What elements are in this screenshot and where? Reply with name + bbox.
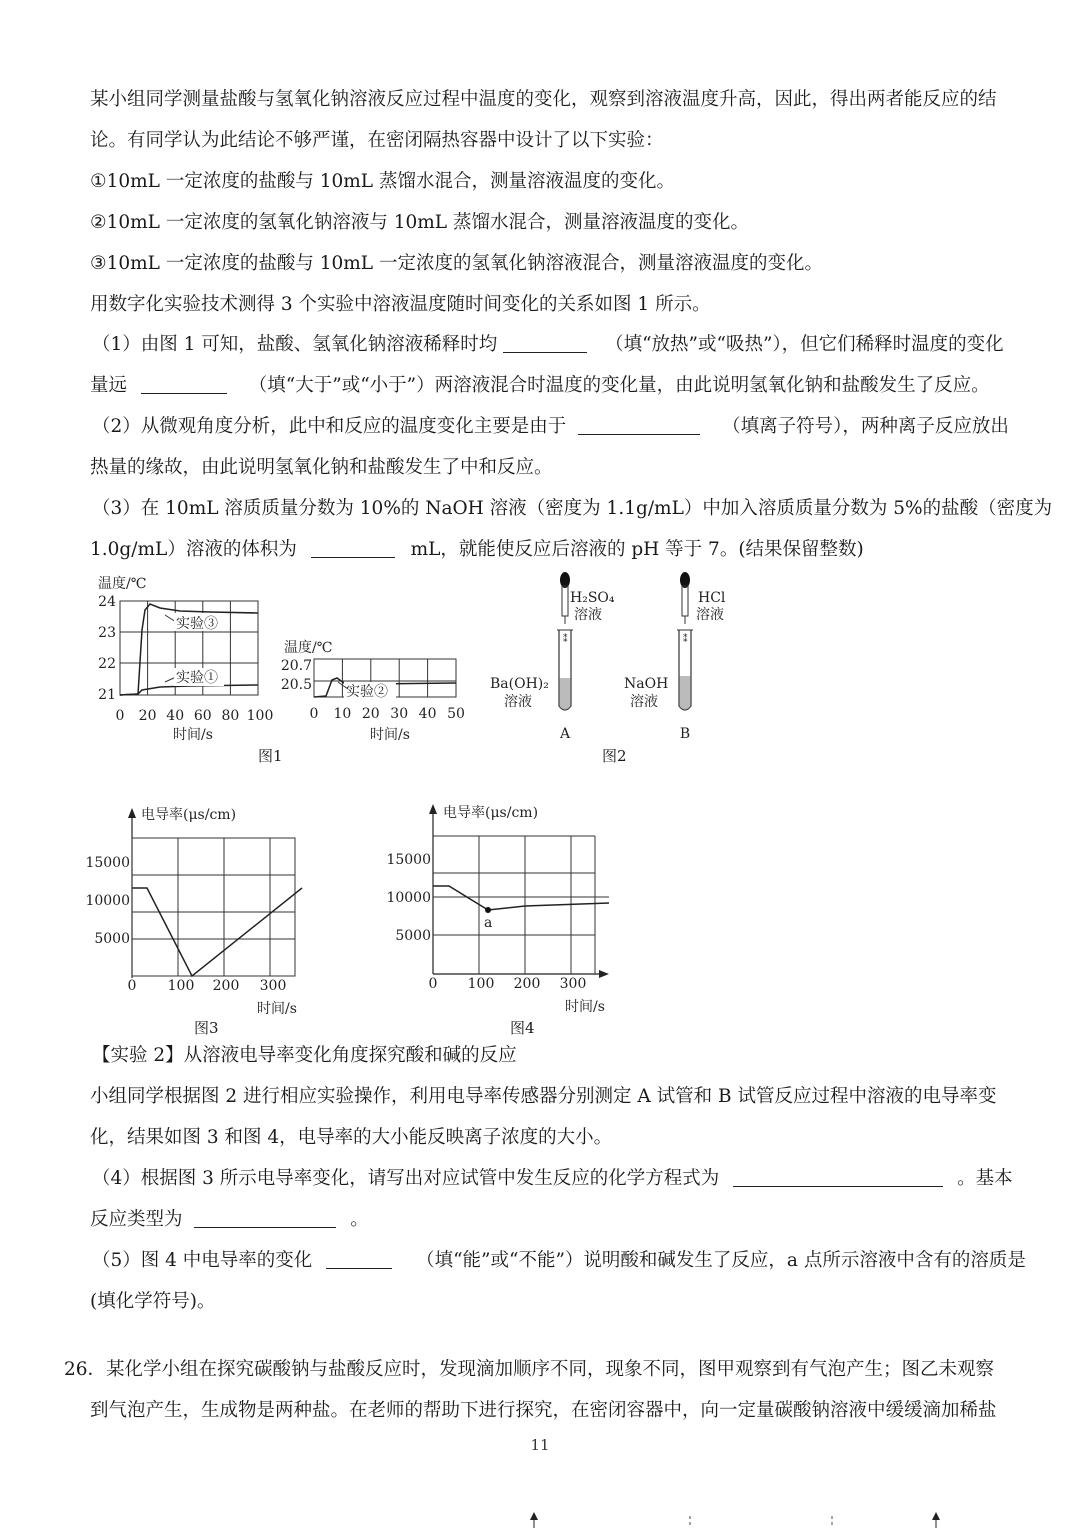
- fig3-xlabel: 时间/s: [257, 1001, 297, 1017]
- svg-text:50: 50: [447, 706, 465, 722]
- svg-text:5000: 5000: [94, 931, 130, 947]
- question-1-line-2: 量远 （填“大于”或“小于”）两溶液混合时温度的变化量，由此说明氢氧化钠和盐酸发生了反应。: [90, 375, 990, 396]
- experiment-2-line-2: 化，结果如图 3 和图 4，电导率的大小能反映离子浓度的大小。: [90, 1127, 613, 1148]
- figure-4-chart: [385, 798, 625, 1018]
- svg-text:5000: 5000: [395, 928, 431, 944]
- fig1-label-exp1: 实验①: [176, 670, 218, 686]
- question-5-line-2: (填化学符号)。: [90, 1291, 216, 1312]
- tube-b-solution: NaOH: [624, 676, 669, 692]
- dropper-a-label: H₂SO₄: [570, 590, 615, 606]
- svg-text:300: 300: [259, 978, 287, 994]
- question-4-line-2: 反应类型为 。: [90, 1209, 369, 1230]
- svg-text:100: 100: [167, 978, 195, 994]
- question-26-line-1: 26．某化学小组在探究碳酸钠与盐酸反应时，发现滴加顺序不同，现象不同，图甲观察到有气泡产生；图乙未观察: [64, 1359, 995, 1380]
- svg-text:22: 22: [98, 656, 116, 672]
- fig3-curve: [132, 888, 302, 976]
- question-3-line-2: 1.0g/mL）溶液的体积为 mL，就能使反应后溶液的 pH 等于 7。(结果保留整数): [90, 539, 864, 560]
- svg-text:10000: 10000: [85, 893, 130, 909]
- svg-text:23: 23: [98, 625, 116, 641]
- fig1-ylabel: 温度/℃: [98, 576, 147, 592]
- svg-text:0: 0: [115, 708, 125, 724]
- figure-2-caption: 图2: [602, 747, 627, 765]
- fig1-right-xlabel: 时间/s: [370, 727, 410, 743]
- answer-blank-7[interactable]: [326, 1250, 392, 1269]
- svg-text:20.7: 20.7: [280, 658, 312, 674]
- question-2-line-2: 热量的缘故，由此说明氢氧化钠和盐酸发生了中和反应。: [90, 457, 553, 478]
- svg-text:200: 200: [513, 976, 541, 992]
- svg-text:100: 100: [467, 976, 495, 992]
- fig4-xlabel: 时间/s: [565, 999, 605, 1015]
- fig4-point-a: [485, 907, 491, 913]
- svg-text:100: 100: [246, 708, 274, 724]
- svg-text:30: 30: [390, 706, 409, 722]
- dropper-a: [560, 572, 570, 624]
- experiment-3: ③10mL 一定浓度的盐酸与 10mL 一定浓度的氢氧化钠溶液混合，测量溶液温度的变化。: [90, 253, 823, 274]
- answer-blank-2[interactable]: [141, 375, 227, 394]
- page-number: 11: [530, 1436, 550, 1454]
- fig1-curve-exp1: [120, 685, 258, 695]
- fig1-xlabel: 时间/s: [173, 727, 213, 743]
- svg-text:200: 200: [212, 978, 240, 994]
- svg-text:20: 20: [361, 706, 380, 722]
- svg-text:20.5: 20.5: [280, 677, 312, 693]
- svg-text:15000: 15000: [85, 855, 130, 871]
- experiment-2-heading: 【实验 2】从溶液电导率变化角度探究酸和碱的反应: [92, 1045, 517, 1066]
- svg-text:⁑: ⁑: [563, 635, 568, 645]
- svg-text:80: 80: [221, 708, 240, 724]
- question-5-line-1: （5）图 4 中电导率的变化 （填“能”或“不能”）说明酸和碱发生了反应，a 点所示溶液中含有的溶质是: [92, 1250, 1026, 1271]
- question-4-line-1: （4）根据图 3 所示电导率变化，请写出对应试管中发生反应的化学方程式为 。基本: [92, 1168, 1013, 1189]
- tube-a-label: A: [559, 726, 571, 742]
- svg-text:10: 10: [333, 706, 352, 722]
- answer-blank-3[interactable]: [578, 416, 700, 435]
- fig4-point-label: a: [484, 915, 493, 931]
- svg-text:40: 40: [418, 706, 437, 722]
- fig1-right-ylabel: 温度/℃: [284, 640, 333, 656]
- tube-a-solution: Ba(OH)₂: [490, 676, 549, 692]
- svg-text:溶液: 溶液: [504, 694, 532, 710]
- experiment-1: ①10mL 一定浓度的盐酸与 10mL 蒸馏水混合，测量溶液温度的变化。: [90, 171, 675, 192]
- answer-blank-1[interactable]: [503, 334, 587, 353]
- answer-blank-5[interactable]: [733, 1168, 943, 1187]
- dropper-b: [680, 572, 690, 624]
- svg-text:溶液: 溶液: [696, 607, 724, 623]
- figure-1-right-chart: [280, 630, 470, 760]
- fig1-label-exp2: 实验②: [346, 684, 388, 700]
- intro-line-1: 某小组同学测量盐酸与氢氧化钠溶液反应过程中温度的变化，观察到溶液温度升高，因此，得出两者能反应的结: [90, 89, 997, 110]
- answer-blank-4[interactable]: [311, 539, 395, 558]
- svg-text:⁑: ⁑: [683, 635, 688, 645]
- experiment-2-line-1: 小组同学根据图 2 进行相应实验操作，利用电导率传感器分别测定 A 试管和 B 试管反应过程中溶液的电导率变: [90, 1086, 997, 1107]
- intro-line-2: 论。有同学认为此结论不够严谨，在密闭隔热容器中设计了以下实验：: [90, 130, 664, 151]
- svg-text:300: 300: [559, 976, 587, 992]
- experiment-2: ②10mL 一定浓度的氢氧化钠溶液与 10mL 蒸馏水混合，测量溶液温度的变化。: [90, 212, 749, 233]
- question-2-line-1: （2）从微观角度分析，此中和反应的温度变化主要是由于 （填离子符号），两种离子反应放出: [92, 416, 1009, 437]
- figure-4-caption: 图4: [510, 1019, 535, 1037]
- fig1-label-exp3: 实验③: [176, 616, 218, 632]
- fig4-curve: [433, 886, 609, 910]
- figure-2-test-tubes: [480, 568, 726, 748]
- figure-3-caption: 图3: [194, 1019, 219, 1037]
- svg-text:0: 0: [309, 706, 319, 722]
- next-figure-axes: [520, 1508, 950, 1528]
- svg-text:60: 60: [193, 708, 212, 724]
- tube-b-label: B: [679, 726, 691, 742]
- test-tube-b: [677, 630, 693, 710]
- question-26-line-2: 到气泡产生，生成物是两种盐。在老师的帮助下进行探究，在密闭容器中，向一定量碳酸钠溶液中缓缓滴加稀盐: [90, 1400, 997, 1421]
- figure-1-caption: 图1: [258, 747, 283, 765]
- intro-line-3: 用数字化实验技术测得 3 个实验中溶液温度随时间变化的关系如图 1 所示。: [90, 294, 711, 315]
- svg-text:10000: 10000: [386, 890, 431, 906]
- svg-text:溶液: 溶液: [574, 607, 602, 623]
- answer-blank-6[interactable]: [194, 1209, 336, 1228]
- svg-text:20: 20: [138, 708, 157, 724]
- svg-text:15000: 15000: [386, 852, 431, 868]
- figure-1-left-chart: [90, 570, 280, 760]
- figure-3-chart: [85, 798, 315, 1018]
- svg-text:21: 21: [98, 687, 116, 703]
- test-tube-a: [557, 630, 573, 710]
- dropper-b-label: HCl: [698, 590, 726, 606]
- fig4-ylabel: 电导率(μs/cm): [443, 805, 539, 821]
- question-1-line-1: （1）由图 1 可知，盐酸、氢氧化钠溶液稀释时均 （填“放热”或“吸热”），但它们稀释时温度的变化: [92, 334, 1004, 355]
- fig3-ylabel: 电导率(μs/cm): [141, 807, 237, 823]
- svg-text:0: 0: [428, 976, 438, 992]
- question-3-line-1: （3）在 10mL 溶质质量分数为 10%的 NaOH 溶液（密度为 1.1g/mL）中加入溶质质量分数为 5%的盐酸（密度为: [92, 498, 1053, 519]
- svg-text:溶液: 溶液: [630, 694, 658, 710]
- svg-text:40: 40: [166, 708, 185, 724]
- svg-text:0: 0: [127, 978, 137, 994]
- svg-text:24: 24: [98, 594, 116, 610]
